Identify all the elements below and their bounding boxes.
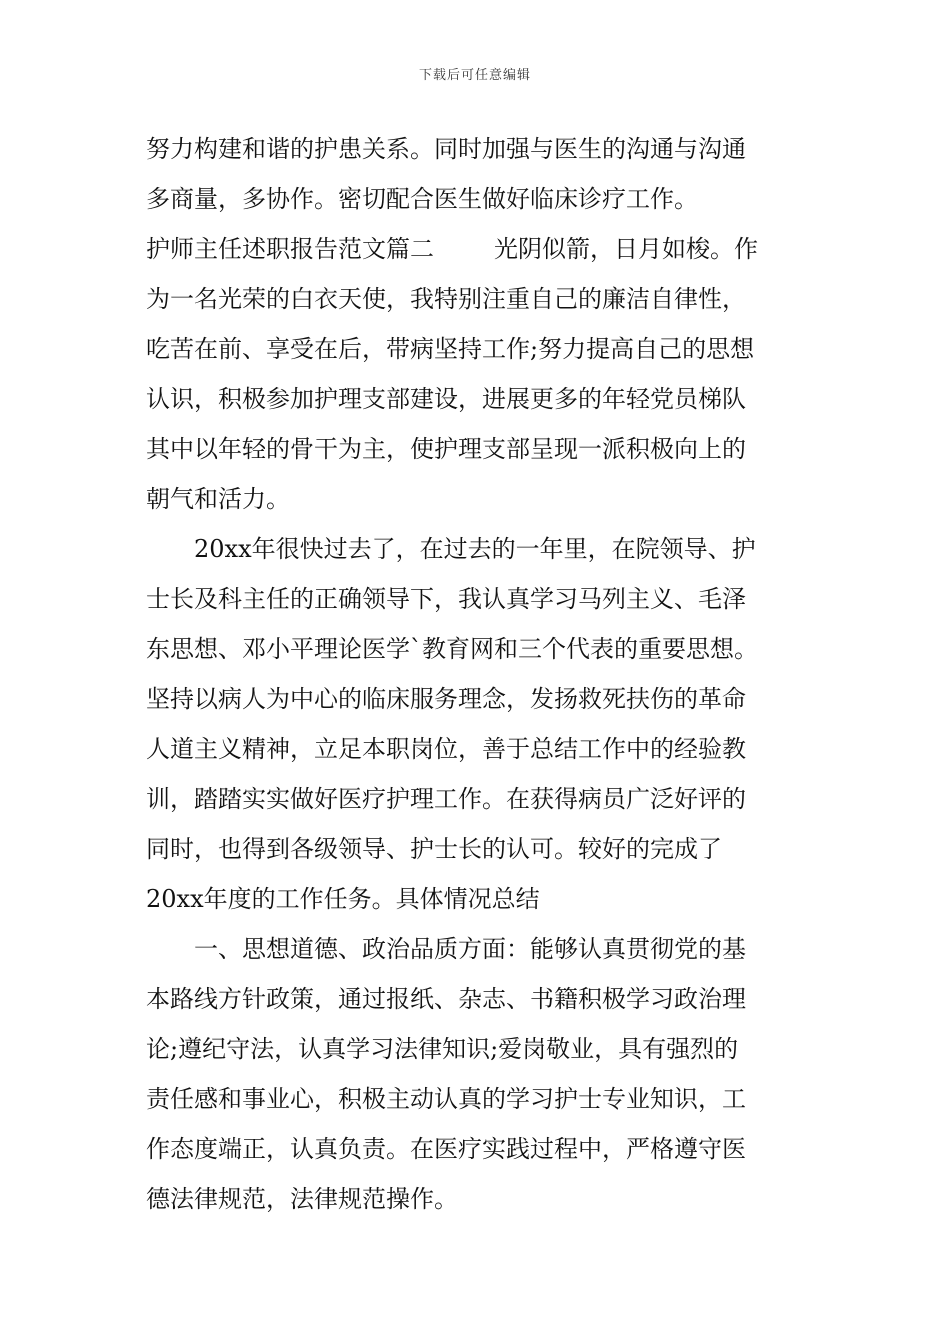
page-header: 下载后可任意编辑: [418, 68, 531, 83]
text-line: 坚持以病人为中心的临床服务理念，发扬救死扶伤的革命: [146, 685, 746, 713]
text-line: 士长及科主任的正确领导下，我认真学习马列主义、毛泽: [146, 585, 746, 613]
text-line: 吃苦在前、享受在后，带病坚持工作;努力提高自己的思想: [146, 335, 755, 363]
text-line: 人道主义精神，立足本职岗位，善于总结工作中的经验教: [146, 735, 746, 763]
text-line: 作态度端正，认真负责。在医疗实践过程中，严格遵守医: [146, 1135, 746, 1163]
text-line: 责任感和事业心，积极主动认真的学习护士专业知识，工: [146, 1085, 746, 1113]
text-line: 东思想、邓小平理论医学`教育网和三个代表的重要思想。: [146, 635, 758, 663]
heading-line: [146, 224, 806, 274]
text-line: 认识，积极参加护理支部建设，进展更多的年轻党员梯队: [146, 385, 746, 413]
document-body: [146, 124, 806, 1224]
text-line: 同时，也得到各级领导、护士长的认可。较好的完成了: [146, 835, 722, 863]
text-line: 多商量，多协作。密切配合医生做好临床诊疗工作。: [146, 185, 698, 213]
paragraph-start: 20xx年很快过去了，在过去的一年里，在院领导、护: [194, 535, 756, 563]
text-line: 努力构建和谐的护患关系。同时加强与医生的沟通与沟通: [146, 135, 746, 163]
section-heading: 护师主任述职报告范文篇二: [146, 235, 434, 263]
text-line: 朝气和活力。: [146, 485, 290, 513]
text-line: 论;遵纪守法，认真学习法律知识;爱岗敬业，具有强烈的: [146, 1035, 739, 1063]
text-line: 其中以年轻的骨干为主，使护理支部呈现一派积极向上的: [146, 435, 746, 463]
text-line: 德法律规范，法律规范操作。: [146, 1185, 458, 1213]
paragraph-start: 一、思想道德、政治品质方面：能够认真贯彻党的基: [194, 935, 746, 963]
text-line: 本路线方针政策，通过报纸、杂志、书籍积极学习政治理: [146, 985, 746, 1013]
text-line: 光阴似箭，日月如梭。作: [494, 235, 758, 263]
text-line: 20xx年度的工作任务。具体情况总结: [146, 885, 540, 913]
text-line: 为一名光荣的白衣天使，我特别注重自己的廉洁自律性，: [146, 285, 746, 313]
text-line: 训，踏踏实实做好医疗护理工作。在获得病员广泛好评的: [146, 785, 746, 813]
